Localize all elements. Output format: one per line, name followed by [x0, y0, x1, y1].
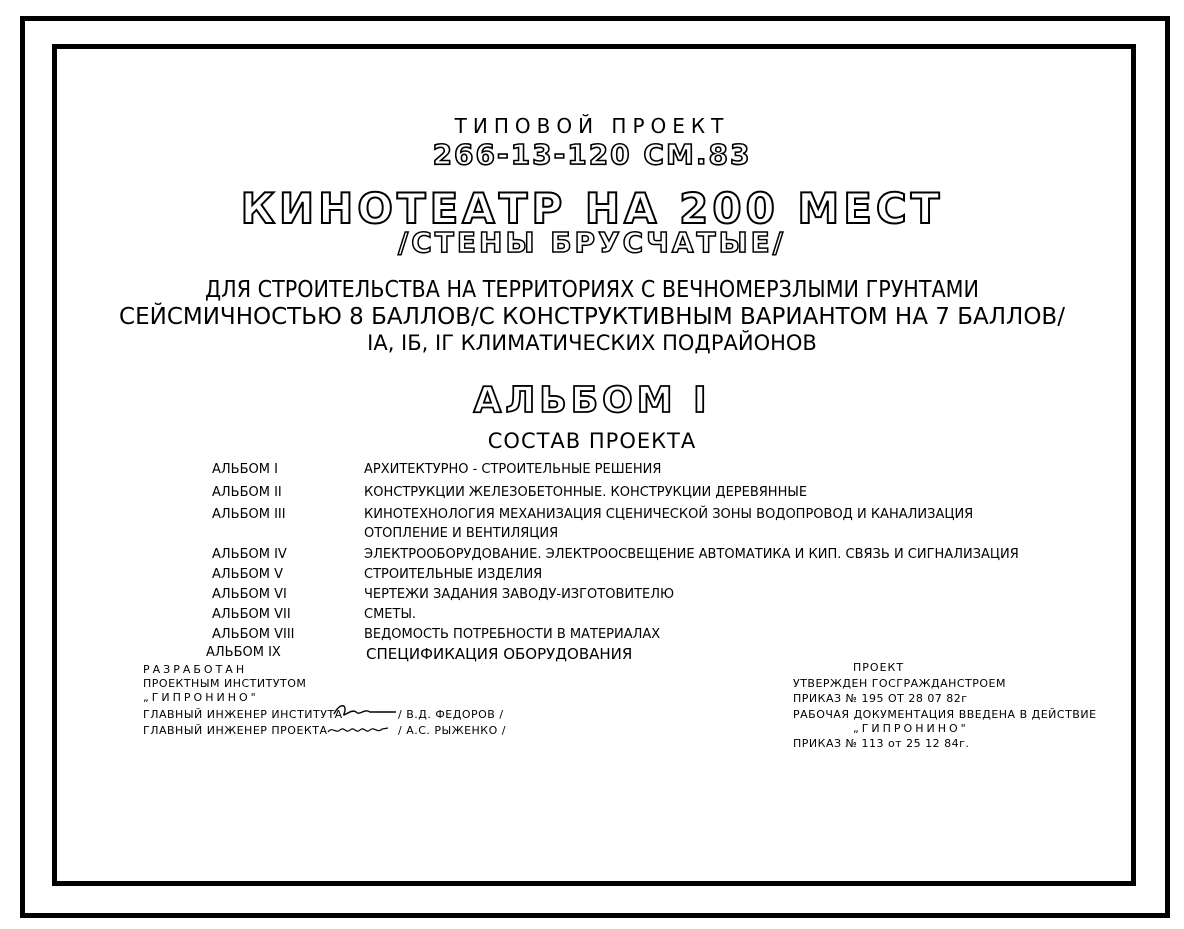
composition-title: СОСТАВ ПРОЕКТА [487, 429, 697, 453]
approved-line-2: УТВЕРЖДЕН ГОСГРАЖДАНСТРОЕМ [793, 677, 1006, 690]
chief-engineer-project-name: / А.С. РЫЖЕНКО / [398, 724, 506, 737]
type-project-label: ТИПОВОЙ ПРОЕКТ [454, 114, 730, 138]
developed-line-3: „ГИПРОНИНО" [143, 691, 259, 704]
album-description: ЧЕРТЕЖИ ЗАДАНИЯ ЗАВОДУ-ИЗГОТОВИТЕЛЮ [364, 587, 675, 602]
description-line-1: ДЛЯ СТРОИТЕЛЬСТВА НА ТЕРРИТОРИЯХ С ВЕЧНОМЕРЗЛЫМИ ГРУНТАМИ [204, 277, 979, 303]
album-label: АЛЬБОМ VIII [212, 627, 295, 642]
album-heading: АЛЬБОМ I [473, 380, 711, 421]
album-description: СТРОИТЕЛЬНЫЕ ИЗДЕЛИЯ [364, 567, 543, 582]
project-title: КИНОТЕАТР НА 200 МЕСТ [240, 184, 944, 233]
album-label: АЛЬБОМ VII [212, 607, 291, 622]
album-label: АЛЬБОМ IV [212, 547, 287, 562]
album-label: АЛЬБОМ IX [206, 645, 281, 660]
album-description: АРХИТЕКТУРНО - СТРОИТЕЛЬНЫЕ РЕШЕНИЯ [364, 462, 662, 477]
description-line-3: IА, IБ, IГ КЛИМАТИЧЕСКИХ ПОДРАЙОНОВ [367, 331, 817, 355]
chief-engineer-project-label: ГЛАВНЫЙ ИНЖЕНЕР ПРОЕКТА [143, 724, 328, 737]
album-description-cont: ОТОПЛЕНИЕ И ВЕНТИЛЯЦИЯ [364, 526, 559, 541]
developed-line-2: ПРОЕКТНЫМ ИНСТИТУТОМ [143, 677, 307, 690]
approved-line-1: ПРОЕКТ [853, 661, 905, 674]
developed-line-1: РАЗРАБОТАН [143, 663, 248, 676]
approved-line-5: „ГИПРОНИНО" [853, 722, 969, 735]
chief-engineer-institute-name: / В.Д. ФЕДОРОВ / [398, 708, 504, 721]
signature-fedorov [330, 700, 400, 722]
album-description: СПЕЦИФИКАЦИЯ ОБОРУДОВАНИЯ [366, 645, 633, 663]
album-description: СМЕТЫ. [364, 607, 417, 622]
album-description: ЭЛЕКТРООБОРУДОВАНИЕ. ЭЛЕКТРООСВЕЩЕНИЕ АВТОМАТИКА И КИП. СВЯЗЬ И СИГНАЛИЗАЦИЯ [364, 547, 1019, 562]
approved-line-6: ПРИКАЗ № 113 от 25 12 84г. [793, 737, 970, 750]
album-description: КОНСТРУКЦИИ ЖЕЛЕЗОБЕТОННЫЕ. КОНСТРУКЦИИ ДЕРЕВЯННЫЕ [364, 485, 808, 500]
signature-ryzhenko [326, 722, 392, 738]
album-label: АЛЬБОМ VI [212, 587, 287, 602]
album-description: КИНОТЕХНОЛОГИЯ МЕХАНИЗАЦИЯ СЦЕНИЧЕСКОЙ ЗОНЫ ВОДОПРОВОД И КАНАЛИЗАЦИЯ [364, 507, 974, 522]
album-label: АЛЬБОМ III [212, 507, 286, 522]
album-label: АЛЬБОМ II [212, 485, 282, 500]
approved-line-3: ПРИКАЗ № 195 ОТ 28 07 82г [793, 692, 968, 705]
project-subtitle: /СТЕНЫ БРУСЧАТЫЕ/ [398, 226, 786, 259]
album-label: АЛЬБОМ V [212, 567, 283, 582]
approved-line-4: РАБОЧАЯ ДОКУМЕНТАЦИЯ ВВЕДЕНА В ДЕЙСТВИЕ [793, 708, 1097, 721]
project-code: 266-13-120 СМ.83 [432, 138, 752, 171]
chief-engineer-institute-label: ГЛАВНЫЙ ИНЖЕНЕР ИНСТИТУТА [143, 708, 343, 721]
album-description: ВЕДОМОСТЬ ПОТРЕБНОСТИ В МАТЕРИАЛАХ [364, 627, 661, 642]
description-line-2: СЕЙСМИЧНОСТЬЮ 8 БАЛЛОВ/С КОНСТРУКТИВНЫМ ВАРИАНТОМ НА 7 БАЛЛОВ/ [119, 304, 1065, 330]
album-label: АЛЬБОМ I [212, 462, 278, 477]
